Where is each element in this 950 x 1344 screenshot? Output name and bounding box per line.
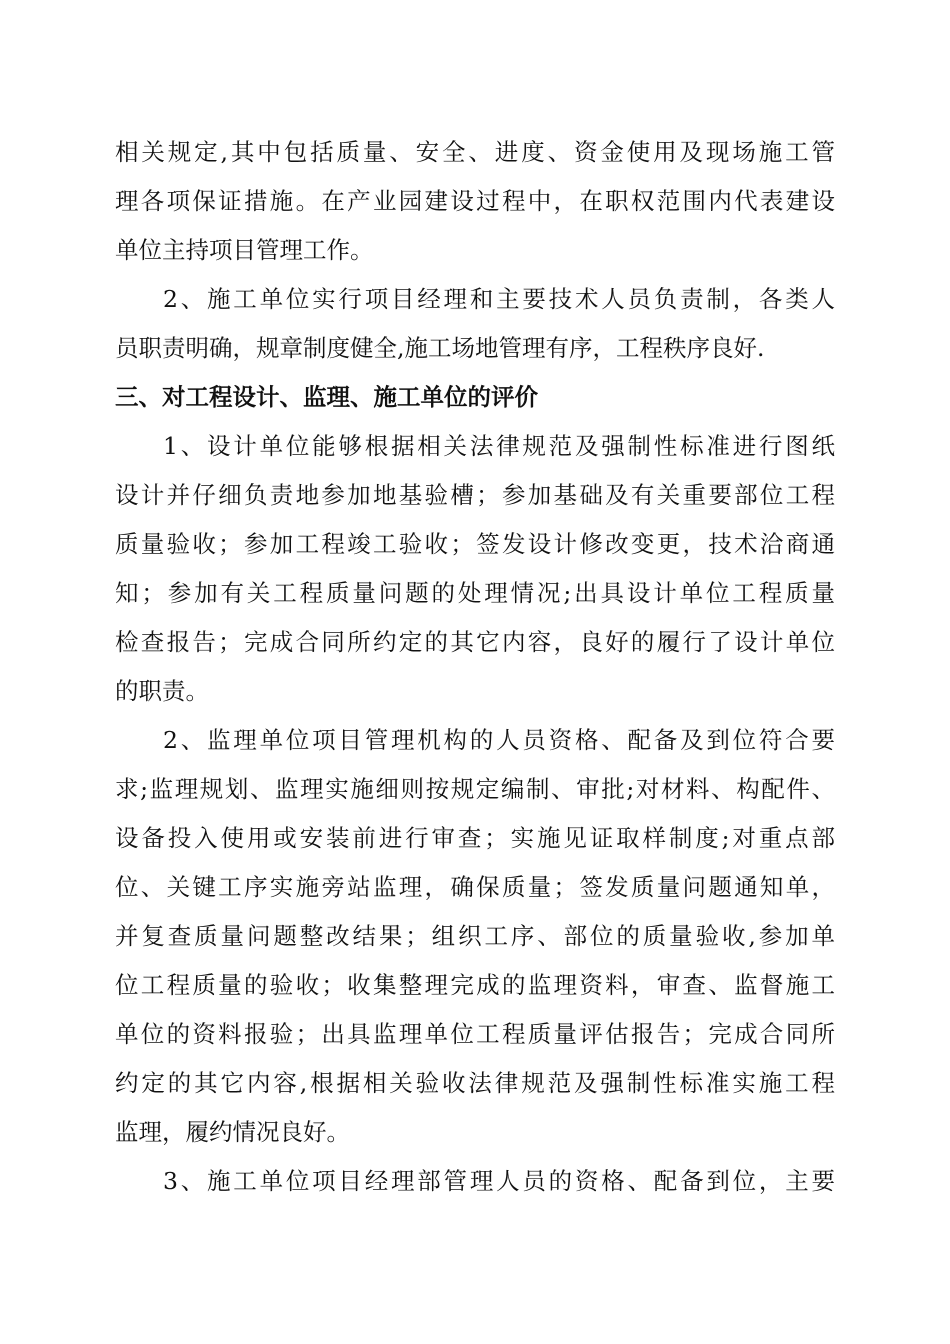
section-heading: 三、对工程设计、监理、施工单位的评价 <box>115 383 538 411</box>
paragraph-supervision-unit <box>115 716 835 1157</box>
text-line: 约定的其它内容,根据相关验收法律规范及强制性标准实施工程 <box>115 1069 835 1097</box>
paragraph-construction-responsibility <box>115 275 835 373</box>
text-line: 1、设计单位能够根据相关法律规范及强制性标准进行图纸 <box>163 432 835 460</box>
text-line: 员职责明确，规章制度健全,施工场地管理有序，工程秩序良好. <box>115 334 765 362</box>
text-line: 3、施工单位项目经理部管理人员的资格、配备到位，主要 <box>163 1167 835 1195</box>
text-line: 监理，履约情况良好。 <box>115 1118 350 1146</box>
text-line: 位、关键工序实施旁站监理，确保质量；签发质量问题通知单， <box>115 873 835 901</box>
text-line: 2、监理单位项目管理机构的人员资格、配备及到位符合要 <box>163 726 835 754</box>
text-line: 并复查质量问题整改结果；组织工序、部位的质量验收,参加单 <box>115 922 835 950</box>
text-line: 的职责。 <box>115 677 209 705</box>
text-line: 检查报告；完成合同所约定的其它内容，良好的履行了设计单位 <box>115 628 835 656</box>
text-line: 知；参加有关工程质量问题的处理情况;出具设计单位工程质量 <box>115 579 835 607</box>
paragraph-continuation <box>115 128 835 275</box>
text-line: 单位主持项目管理工作。 <box>115 236 374 264</box>
text-line: 求;监理规划、监理实施细则按规定编制、审批;对材料、构配件、 <box>115 775 835 803</box>
text-line: 相关规定,其中包括质量、安全、进度、资金使用及现场施工管 <box>115 138 835 166</box>
text-line: 理各项保证措施。在产业园建设过程中，在职权范围内代表建设 <box>115 187 835 215</box>
document-body <box>115 128 835 1206</box>
text-line: 位工程质量的验收；收集整理完成的监理资料，审查、监督施工 <box>115 971 835 999</box>
text-line: 质量验收；参加工程竣工验收；签发设计修改变更，技术洽商通 <box>115 530 835 558</box>
text-line: 设计并仔细负责地参加地基验槽；参加基础及有关重要部位工程 <box>115 481 835 509</box>
paragraph-construction-unit <box>115 1157 835 1206</box>
text-line: 设备投入使用或安装前进行审查；实施见证取样制度;对重点部 <box>115 824 835 852</box>
text-line: 单位的资料报验；出具监理单位工程质量评估报告；完成合同所 <box>115 1020 835 1048</box>
paragraph-design-unit <box>115 422 835 716</box>
text-line: 2、施工单位实行项目经理和主要技术人员负责制，各类人 <box>163 285 835 313</box>
